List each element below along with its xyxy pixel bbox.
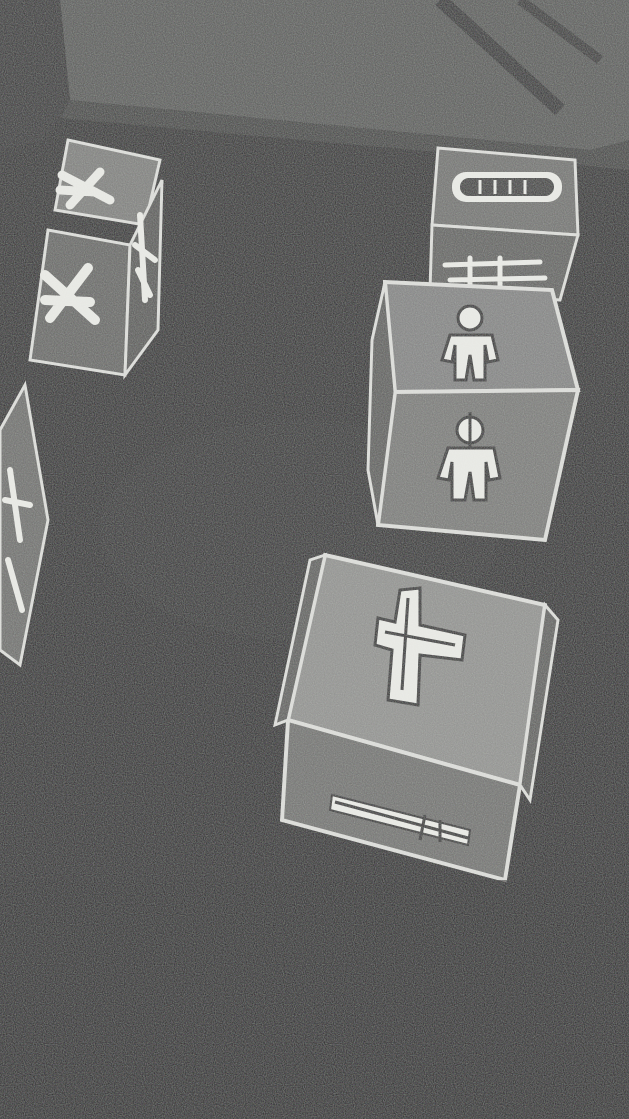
vignette xyxy=(0,880,629,1119)
cube-stack-right-middle xyxy=(368,282,578,540)
cube-stack-right-back xyxy=(430,148,578,300)
mummy-glyph xyxy=(452,172,562,202)
